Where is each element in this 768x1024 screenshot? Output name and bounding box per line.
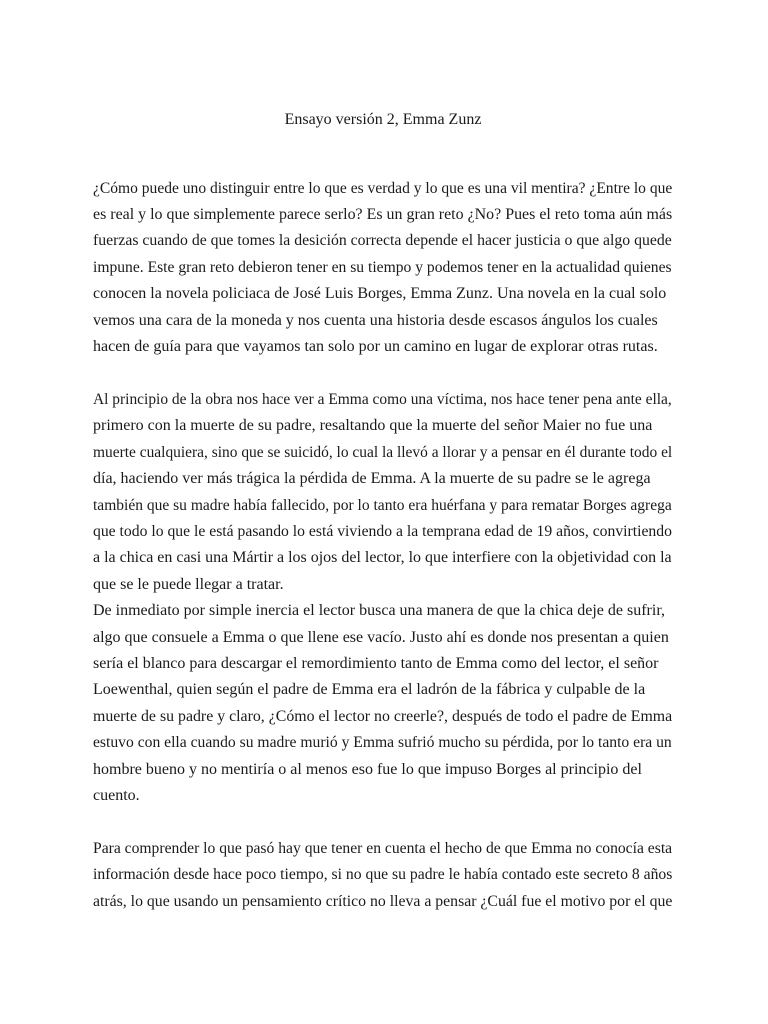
paragraph-2-line-6: que todo lo que le está pasando lo está viviendo a la temprana edad de 19 años, convirtiendo [93,523,672,540]
paragraph-1-line-1: ¿Cómo puede uno distinguir entre lo que es verdad y lo que es una vil mentira? ¿Entre lo que [93,180,673,197]
paragraph-4-line-2: información desde hace poco tiempo, si no que su padre le había contado este secreto 8 años [93,866,673,883]
paragraph-3-line-7: hombre bueno y no mentiría o al menos eso fue lo que impuso Borges al principio del [93,761,642,778]
paragraph-1-line-3: fuerzas cuando de que tomes la desición correcta depende el hacer justicia o que algo quede [93,232,672,249]
paragraph-3-line-4: Loewenthal, quien según el padre de Emma era el ladrón de la fábrica y culpable de la [93,681,646,698]
paragraph-2-line-8: que se le puede llegar a tratar. [93,576,284,593]
paragraph-3-line-5: muerte de su padre y claro, ¿Cómo el lector no creerle?, después de todo el padre de Emma [93,708,673,725]
paragraph-1-line-7: hacen de guía para que vayamos tan solo por un camino en lugar de explorar otras rutas. [93,338,658,355]
paragraph-3-line-8: cuento. [93,787,140,804]
paragraph-3-line-2: algo que consuele a Emma o que llene ese vacío. Justo ahí es donde nos presentan a quien [93,629,669,646]
paragraph-2-line-3: muerte cualquiera, sino que se suicidó, lo cual la llevó a llorar y a pensar en él durante todo el [93,444,673,461]
paragraph-1-line-5: conocen la novela policiaca de José Luis Borges, Emma Zunz. Una novela en la cual solo [93,285,667,302]
paragraph-1-line-4: impune. Este gran reto debieron tener en su tiempo y podemos tener en la actualidad quienes [93,259,672,276]
paragraph-2-line-4: día, haciendo ver más trágica la pérdida de Emma. A la muerte de su padre se le agrega [93,470,651,487]
paragraph-4-line-3: atrás, lo que usando un pensamiento crítico no lleva a pensar ¿Cuál fue el motivo por el que [93,893,673,910]
paragraph-2-line-2: primero con la muerte de su padre, resaltando que la muerte del señor Maier no fue una [93,417,653,434]
paragraph-3-line-3: sería el blanco para descargar el remordimiento tanto de Emma como del lector, el señor [93,655,659,672]
paragraph-1-line-2: es real y lo que simplemente parece serlo? Es un gran reto ¿No? Pues el reto toma aún más [93,206,673,223]
paragraph-2-line-7: a la chica en casi una Mártir a los ojos del lector, lo que interfiere con la objetividad con la [93,549,672,566]
paragraph-2-line-1: Al principio de la obra nos hace ver a Emma como una víctima, nos hace tener pena ante ella, [93,391,672,408]
paragraph-1-line-6: vemos una cara de la moneda y nos cuenta una historia desde escasos ángulos los cuales [93,312,658,329]
paragraph-3-line-1: De inmediato por simple inercia el lector busca una manera de que la chica deje de sufrir, [93,602,665,619]
paragraph-4-line-1: Para comprender lo que pasó hay que tener en cuenta el hecho de que Emma no conocía esta [93,840,673,857]
paragraph-2-line-5: también que su madre había fallecido, por lo tanto era huérfana y para rematar Borges agrega [93,497,672,514]
paragraph-3-line-6: estuvo con ella cuando su madre murió y Emma sufrió mucho su pérdida, por lo tanto era un [93,734,672,751]
document-title: Ensayo versión 2, Emma Zunz [284,111,482,128]
